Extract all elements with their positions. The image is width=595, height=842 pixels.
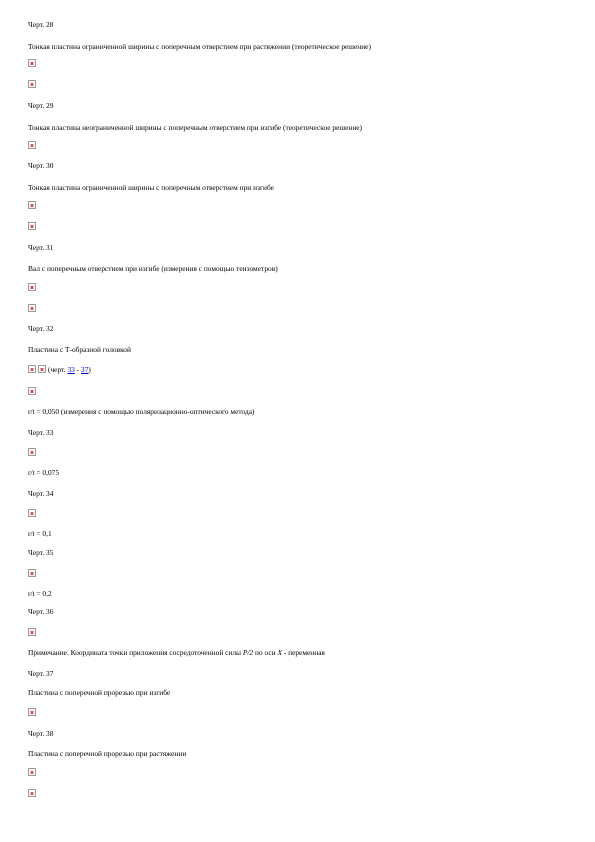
broken-image-icon [28,448,36,456]
ratio-note-050: r/t = 0,050 (измерения с помощью поляризационно-оптического метода) [28,407,255,416]
figure-caption-35: Черт. 35 [28,548,54,557]
link-figure-33[interactable]: 33 [67,365,75,374]
figure-title-28: Тонкая пластина ограниченной ширины с поперечным отверстием при растяжении (теоретическое решение) [28,42,371,51]
reference-suffix: ) [88,365,91,374]
broken-image-icon [28,304,36,312]
broken-image-icon [28,222,36,230]
figure-caption-32: Черт. 32 [28,324,54,333]
figure-caption-36: Черт. 36 [28,607,54,616]
figure-caption-37: Черт. 37 [28,669,54,678]
figure-caption-34: Черт. 34 [28,489,54,498]
figure-title-30: Тонкая пластина ограниченной ширины с поперечным отверстием при изгибе [28,183,274,192]
figure-caption-28: Черт. 28 [28,20,54,29]
broken-image-icon [28,509,36,517]
broken-image-icon [28,387,36,395]
reference-separator: - [74,365,81,374]
broken-image-icon [28,768,36,776]
broken-image-icon [28,59,36,67]
ratio-note-02: r/t = 0,2 [28,589,52,598]
broken-image-icon [28,80,36,88]
broken-image-icon [28,365,36,373]
figure-reference-line [28,365,91,374]
link-figure-37[interactable]: 37 [81,365,89,374]
figure-caption-38: Черт. 38 [28,729,54,738]
figure-title-37: Пластина с поперечной прорезью при изгибе [28,688,171,697]
figure-title-29: Тонкая пластина неограниченной ширины с поперечным отверстием при изгибе (теоретическое решение) [28,123,363,132]
ratio-note-075: r/t = 0,075 [28,468,60,477]
figure-caption-31: Черт. 31 [28,243,54,252]
broken-image-icon [28,789,36,797]
broken-image-icon [28,141,36,149]
ratio-note-01: r/t = 0,1 [28,529,52,538]
broken-image-icon [28,201,36,209]
figure-title-31: Вал с поперечным отверстием при изгибе (измерения с помощью тензометров) [28,264,278,273]
figure-caption-33: Черт. 33 [28,428,54,437]
figure-caption-29: Черт. 29 [28,101,54,110]
figure-title-32: Пластина с Т-образной головкой [28,345,131,354]
broken-image-icon [28,283,36,291]
reference-prefix: (черт. [48,365,68,374]
figure-36-note: Примечание. Координата точки приложения сосредоточенной силы P/2 по оси X - переменная [28,648,325,657]
figure-caption-30: Черт. 30 [28,161,54,170]
broken-image-icon [38,365,46,373]
broken-image-icon [28,708,36,716]
broken-image-icon [28,628,36,636]
broken-image-icon [28,569,36,577]
figure-title-38: Пластина с поперечной прорезью при растяжении [28,749,187,758]
